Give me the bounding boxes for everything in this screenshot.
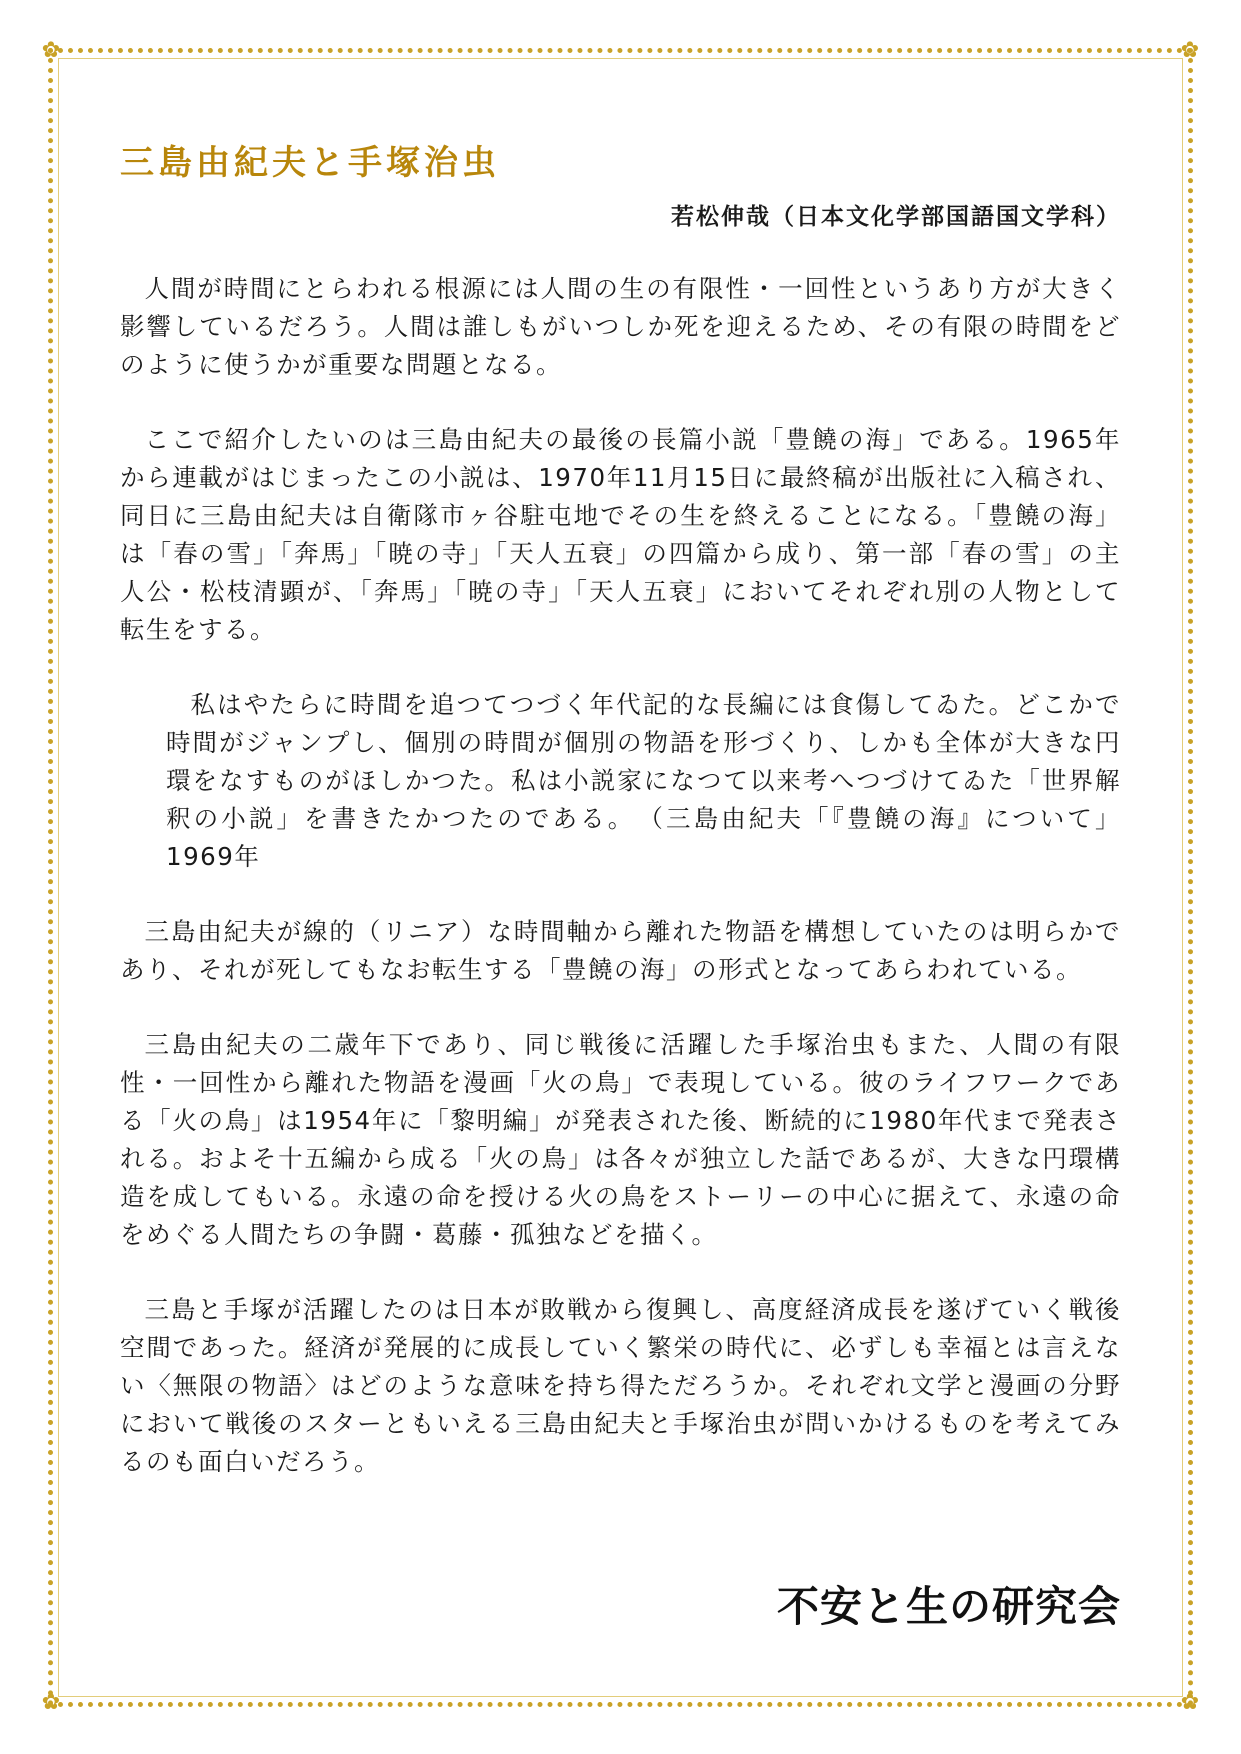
paragraph-4: 三島由紀夫の二歳年下であり、同じ戦後に活躍した手塚治虫もまた、人間の有限性・一回性から離れた物語を漫画「火の鳥」で表現している。彼のライフワークである「火の鳥」は1954年に「黎明編」が発表された後、断続的に1980年代まで発表される。およそ十五編から成る「火の鳥」は各々が独立した話であるが、大きな円環構造を成してもいる。永遠の命を授ける火の鳥をストーリーの中心に据えて、永遠の命をめぐる人間たちの争闘・葛藤・孤独などを描く。: [120, 1030, 1121, 1249]
organization-logo: 不安と生の研究会: [776, 1582, 1121, 1631]
flower-ornament-icon: ✿: [1180, 1690, 1200, 1715]
paragraph-2: ここで紹介したいのは三島由紀夫の最後の長篇小説「豊饒の海」である。1965年から連載がはじまったこの小説は、1970年11月15日に最終稿が出版社に入稿され、同日に三島由紀夫は自衛隊市ヶ谷駐屯地でその生を終えることになる。「豊饒の海」は「春の雪」「奔馬」「暁の寺」「天人五衰」の四篇から成り、第一部「春の雪」の主人公・松枝清顕が、「奔馬」「暁の寺」「天人五衰」においてそれぞれ別の人物として転生をする。: [120, 425, 1121, 644]
flower-ornament-icon: ✿: [41, 38, 61, 63]
flower-ornament-icon: ✿: [41, 1690, 61, 1715]
flower-ornament-icon: ✿: [1180, 38, 1200, 63]
paragraph-5: 三島と手塚が活躍したのは日本が敗戦から復興し、高度経済成長を遂げていく戦後空間であった。経済が発展的に成長していく繁栄の時代に、必ずしも幸福とは言えない〈無限の物語〉はどのような意味を持ち得ただろうか。それぞれ文学と漫画の分野において戦後のスターともいえる三島由紀夫と手塚治虫が問いかけるものを考えてみるのも面白いだろう。: [120, 1295, 1121, 1476]
paragraph-1: 人間が時間にとらわれる根源には人間の生の有限性・一回性というあり方が大きく影響しているだろう。人間は誰しもがいつしか死を迎えるため、その有限の時間をどのように使うかが重要な問題となる。: [120, 274, 1121, 379]
page-title: 三島由紀夫と手塚治虫: [120, 143, 500, 183]
paragraph-3: 三島由紀夫が線的（リニア）な時間軸から離れた物語を構想していたのは明らかであり、それが死してもなお転生する「豊饒の海」の形式となってあらわれている。: [120, 917, 1121, 984]
article-body: [120, 270, 1121, 1518]
author-line: 若松伸哉（日本文化学部国語国文学科）: [671, 204, 1121, 230]
block-quote: 私はやたらに時間を追つてつづく年代記的な長編には食傷してゐた。どこかで時間がジャンプし、個別の時間が個別の物語を形づくり、しかも全体が大きな円環をなすものがほしかつた。私は小説家になつて以来考へつづけてゐた「世界解釈の小説」を書きたかつたのである。 （三島由紀夫「『豊饒の海』について」1969年: [166, 690, 1121, 871]
